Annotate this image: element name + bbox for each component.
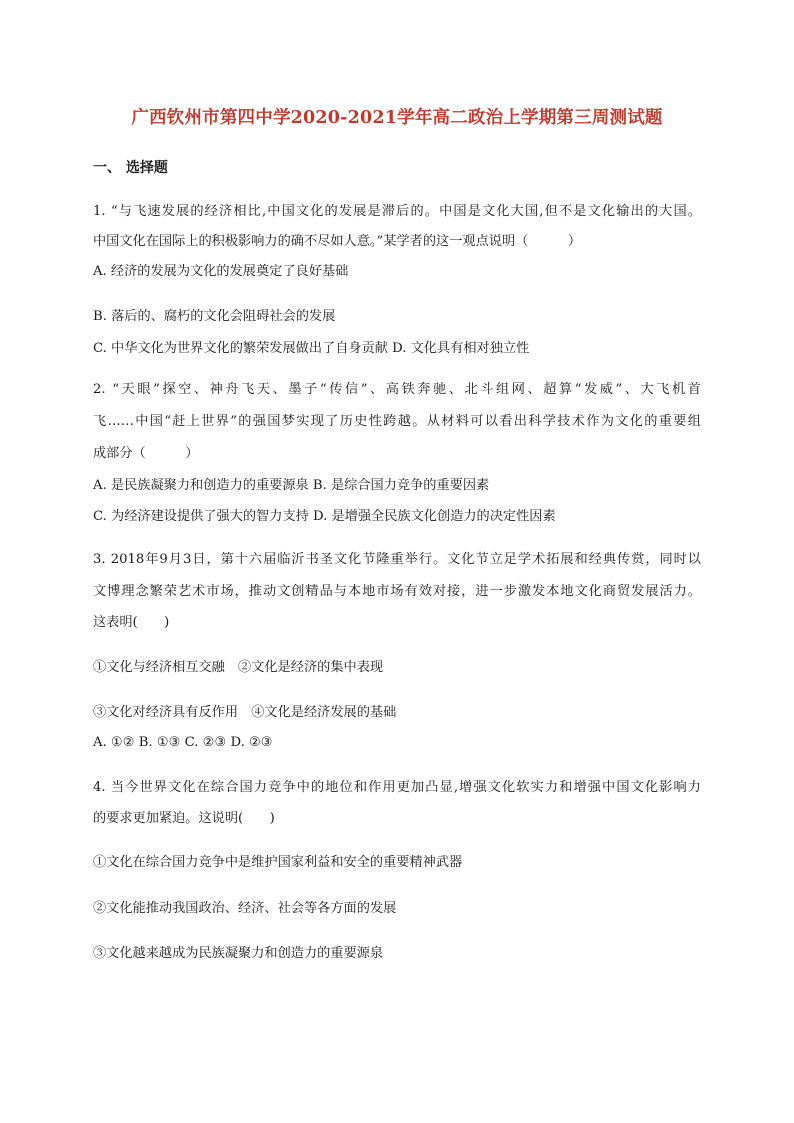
question-2-stem-line-1: 2. “天眼”探空、神舟飞天、墨子“传信”、高铁奔驰、北斗组网、超算“发威”、大飞机首: [93, 382, 701, 397]
document-title: 广西钦州市第四中学2020-2021学年高二政治上学期第三周测试题: [131, 108, 663, 128]
question-1-stem-line-1: 1. “与飞速发展的经济相比,中国文化的发展是滞后的。中国是文化大国,但不是文化输出的大国。: [93, 204, 701, 219]
question-1-stem-line-2: 中国文化在国际上的积极影响力的确不尽如人意。”某学者的这一观点说明（ ）: [93, 234, 582, 249]
question-3-stem-line-1: 3. 2018年9月3日，第十六届临沂书圣文化节隆重举行。文化节立足学术拓展和经典传赏，同时以: [93, 552, 701, 567]
section-heading: 一、 选择题: [93, 160, 168, 176]
question-2-stem-line-2: 飞……中国“赶上世界”的强国梦实现了历史性跨越。从材料可以看出科学技术作为文化的重要组: [93, 414, 701, 429]
question-2-option-c-d: C. 为经济建设提供了强大的智力支持 D. 是增强全民族文化创造力的决定性因素: [93, 509, 556, 524]
question-4-stem-line-2: 的要求更加紧迫。这说明( ): [93, 811, 275, 826]
question-1-option-b: B. 落后的、腐朽的文化会阻碍社会的发展: [93, 309, 336, 324]
question-2-option-a-b: A. 是民族凝聚力和创造力的重要源泉 B. 是综合国力竞争的重要因素: [93, 478, 490, 493]
question-4-statement-3: ③文化越来越成为民族凝聚力和创造力的重要源泉: [93, 946, 384, 961]
question-2-stem-line-3: 成部分（ ）: [93, 446, 199, 461]
question-3-stem-line-3: 这表明( ): [93, 615, 170, 630]
question-4-statement-1: ①文化在综合国力竞争中是维护国家利益和安全的重要精神武器: [93, 855, 463, 870]
question-3-statements-3-4: ③文化对经济具有反作用 ④文化是经济发展的基础: [93, 705, 397, 720]
question-4-statement-2: ②文化能推动我国政治、经济、社会等各方面的发展: [93, 901, 397, 916]
question-3-options: A. ①② B. ①③ C. ②③ D. ②③: [93, 735, 273, 750]
question-1-option-a: A. 经济的发展为文化的发展奠定了良好基础: [93, 264, 349, 279]
question-1-option-c-d: C. 中华文化为世界文化的繁荣发展做出了自身贡献 D. 文化具有相对独立性: [93, 341, 530, 356]
question-3-statements-1-2: ①文化与经济相互交融 ②文化是经济的集中表现: [93, 660, 384, 675]
question-4-stem-line-1: 4. 当今世界文化在综合国力竞争中的地位和作用更加凸显,增强文化软实力和增强中国文化影响力: [93, 780, 701, 795]
question-3-stem-line-2: 文博理念繁荣艺术市场，推动文创精品与本地市场有效对接，进一步激发本地文化商贸发展活力。: [93, 584, 701, 599]
